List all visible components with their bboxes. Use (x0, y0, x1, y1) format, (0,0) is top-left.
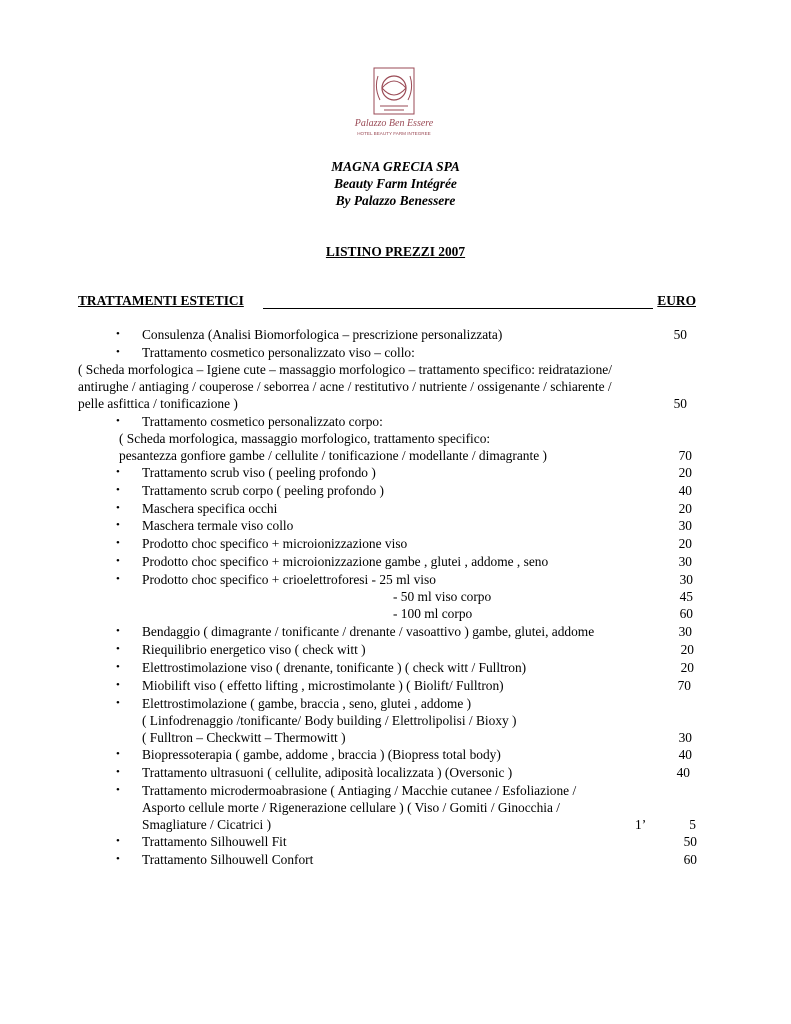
list-item: Trattamento scrub viso ( peeling profondo ) (142, 465, 376, 480)
list-item: Trattamento ultrasuoni ( cellulite, adiposità localizzata ) (Oversonic ) (142, 765, 513, 780)
section-currency: EURO (657, 293, 696, 308)
list-item-detail: Smagliature / Cicatrici ) (142, 817, 272, 832)
bullet-icon: • (116, 328, 120, 340)
list-item-detail: ( Scheda morfologica, massaggio morfologico, trattamento specifico: (119, 431, 491, 446)
palazzo-logo (344, 66, 444, 142)
list-item: Trattamento microdermoabrasione ( Antiaging / Macchie cutanee / Esfoliazione / (142, 783, 577, 798)
list-item: Elettrostimolazione viso ( drenante, tonificante ) ( check witt / Fulltron) (142, 660, 527, 675)
list-item: Elettrostimolazione ( gambe, braccia , seno, glutei , addome ) (142, 696, 472, 711)
list-item: Maschera termale viso collo (142, 518, 294, 533)
item-price: 20 (678, 501, 692, 516)
list-item: Biopressoterapia ( gambe, addome , braccia ) (Biopress total body) (142, 747, 501, 762)
bullet-icon: • (116, 679, 120, 691)
list-item: Trattamento cosmetico personalizzato viso – collo: (142, 345, 415, 360)
item-price: 30 (678, 730, 692, 745)
bullet-icon: • (116, 537, 120, 549)
bullet-icon: • (116, 853, 120, 865)
list-item: Consulenza (Analisi Biomorfologica – prescrizione personalizzata) (142, 327, 503, 342)
item-price: 50 (683, 834, 697, 849)
logo-name: Palazzo Ben Essere (354, 118, 434, 129)
item-price: 30 (679, 572, 693, 587)
item-price: 60 (683, 852, 697, 867)
logo-emblem-icon (344, 66, 444, 142)
section-title: TRATTAMENTI ESTETICI (78, 293, 244, 308)
item-price: 60 (679, 606, 693, 621)
bullet-icon: • (116, 346, 120, 358)
item-price: 20 (678, 465, 692, 480)
price-list-title: LISTINO PREZZI 2007 (325, 244, 466, 259)
list-item-detail: antirughe / antiaging / couperose / seborrea / acne / restitutivo / nutriente / ossigenante / schiarente / (78, 379, 612, 394)
item-price: 50 (673, 396, 687, 411)
bullet-icon: • (116, 748, 120, 760)
item-price: 20 (680, 642, 694, 657)
section-header (78, 292, 696, 309)
list-item-detail: ( Linfodrenaggio /tonificante/ Body building / Elettrolipolisi / Bioxy ) (142, 713, 517, 728)
bullet-icon: • (116, 573, 120, 585)
list-item-option: - 100 ml corpo (393, 606, 473, 621)
item-duration: 1’ (635, 817, 647, 832)
bullet-icon: • (116, 784, 120, 796)
spa-byline: By Palazzo Benessere (335, 193, 456, 208)
bullet-icon: • (116, 766, 120, 778)
spa-name: MAGNA GRECIA SPA (331, 159, 460, 174)
bullet-icon: • (116, 697, 120, 709)
list-item-detail: ( Scheda morfologica – Igiene cute – massaggio morfologico – trattamento specifico: reidratazione/ (78, 362, 612, 377)
list-item: Bendaggio ( dimagrante / tonificante / drenante / vasoattivo ) gambe, glutei, addome (142, 624, 595, 639)
bullet-icon: • (116, 661, 120, 673)
item-price: 30 (678, 554, 692, 569)
item-price: 20 (678, 536, 692, 551)
spa-subtitle: Beauty Farm Intégrée (334, 176, 457, 191)
item-price: 45 (679, 589, 693, 604)
bullet-icon: • (116, 466, 120, 478)
bullet-icon: • (116, 502, 120, 514)
bullet-icon: • (116, 555, 120, 567)
list-item: Trattamento scrub corpo ( peeling profondo ) (142, 483, 384, 498)
list-item: Miobilift viso ( effetto lifting , microstimolante ) ( Biolift/ Fulltron) (142, 678, 504, 693)
item-price: 70 (678, 448, 692, 463)
list-item: Prodotto choc specifico + microionizzazione viso (142, 536, 408, 551)
item-price: 40 (676, 765, 690, 780)
item-price: 40 (678, 483, 692, 498)
bullet-icon: • (116, 519, 120, 531)
item-price: 30 (678, 624, 692, 639)
item-price: 70 (677, 678, 691, 693)
item-price: 50 (673, 327, 687, 342)
bullet-icon: • (116, 835, 120, 847)
item-price: 30 (678, 518, 692, 533)
list-item-detail: ( Fulltron – Checkwitt – Thermowitt ) (142, 730, 346, 745)
list-item: Trattamento Silhouwell Fit (142, 834, 287, 849)
list-item-detail: Asporto cellule morte / Rigenerazione cellulare ) ( Viso / Gomiti / Ginocchia / (142, 800, 561, 815)
list-item: Prodotto choc specifico + crioelettroforesi - 25 ml viso (142, 572, 436, 587)
item-price: 5 (689, 817, 696, 832)
bullet-icon: • (116, 415, 120, 427)
bullet-icon: • (116, 643, 120, 655)
list-item-option: - 50 ml viso corpo (393, 589, 492, 604)
section-rule (263, 308, 653, 309)
item-price: 40 (678, 747, 692, 762)
logo-subtitle: HOTEL BEAUTY FARM INTEGREE (357, 131, 431, 136)
bullet-icon: • (116, 625, 120, 637)
list-item: Prodotto choc specifico + microionizzazione gambe , glutei , addome , seno (142, 554, 549, 569)
list-item: Maschera specifica occhi (142, 501, 278, 516)
list-item-detail: pelle asfittica / tonificazione ) (78, 396, 238, 411)
list-item: Trattamento Silhouwell Confort (142, 852, 314, 867)
item-price: 20 (680, 660, 694, 675)
list-item: Riequilibrio energetico viso ( check witt ) (142, 642, 366, 657)
list-item: Trattamento cosmetico personalizzato corpo: (142, 414, 383, 429)
bullet-icon: • (116, 484, 120, 496)
list-item-detail: pesantezza gonfiore gambe / cellulite / tonificazione / modellante / dimagrante ) (119, 448, 547, 463)
